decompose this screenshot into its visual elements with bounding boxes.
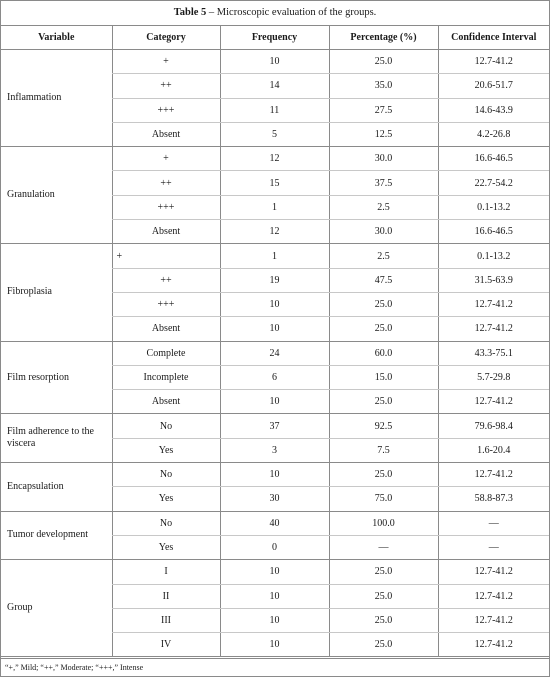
table-caption-label: Table 5 xyxy=(173,7,207,18)
variable-cell: Inflammation xyxy=(1,50,112,147)
category-cell: +++ xyxy=(112,195,220,219)
confidence-interval-cell: 12.7-41.2 xyxy=(438,463,549,487)
percentage-cell: 25.0 xyxy=(329,390,438,414)
confidence-interval-cell: 12.7-41.2 xyxy=(438,584,549,608)
category-cell: + xyxy=(112,147,220,171)
confidence-interval-cell: 12.7-41.2 xyxy=(438,292,549,316)
percentage-cell: — xyxy=(329,535,438,559)
confidence-interval-cell: 79.6-98.4 xyxy=(438,414,549,438)
frequency-cell: 5 xyxy=(220,122,329,146)
header-variable: Variable xyxy=(1,26,112,50)
percentage-cell: 7.5 xyxy=(329,438,438,462)
category-cell: Yes xyxy=(112,487,220,511)
confidence-interval-cell: 5.7-29.8 xyxy=(438,365,549,389)
microscopic-evaluation-table xyxy=(1,26,549,657)
frequency-cell: 12 xyxy=(220,220,329,244)
frequency-cell: 10 xyxy=(220,317,329,341)
confidence-interval-cell: 1.6-20.4 xyxy=(438,438,549,462)
header-confidence-interval: Confidence Interval xyxy=(438,26,549,50)
table-row xyxy=(1,147,549,171)
frequency-cell: 24 xyxy=(220,341,329,365)
percentage-cell: 37.5 xyxy=(329,171,438,195)
variable-cell: Fibroplasia xyxy=(1,244,112,341)
category-cell: Absent xyxy=(112,122,220,146)
header-percentage: Percentage (%) xyxy=(329,26,438,50)
frequency-cell: 1 xyxy=(220,244,329,268)
category-cell: ++ xyxy=(112,171,220,195)
table-row xyxy=(1,414,549,438)
confidence-interval-cell: 31.5-63.9 xyxy=(438,268,549,292)
category-cell: Yes xyxy=(112,535,220,559)
category-cell: No xyxy=(112,414,220,438)
category-cell: Yes xyxy=(112,438,220,462)
variable-cell: Tumor development xyxy=(1,511,112,560)
category-cell: + xyxy=(112,50,220,74)
percentage-cell: 30.0 xyxy=(329,147,438,171)
frequency-cell: 14 xyxy=(220,74,329,98)
percentage-cell: 12.5 xyxy=(329,122,438,146)
variable-cell: Film adherence to the viscera xyxy=(1,414,112,463)
confidence-interval-cell: 12.7-41.2 xyxy=(438,50,549,74)
confidence-interval-cell: 4.2-26.8 xyxy=(438,122,549,146)
frequency-cell: 37 xyxy=(220,414,329,438)
confidence-interval-cell: 12.7-41.2 xyxy=(438,317,549,341)
percentage-cell: 2.5 xyxy=(329,195,438,219)
percentage-cell: 35.0 xyxy=(329,74,438,98)
percentage-cell: 30.0 xyxy=(329,220,438,244)
category-cell: ++ xyxy=(112,268,220,292)
frequency-cell: 10 xyxy=(220,584,329,608)
header-frequency: Frequency xyxy=(220,26,329,50)
category-cell: IV xyxy=(112,633,220,657)
variable-cell: Granulation xyxy=(1,147,112,244)
table-caption xyxy=(1,1,549,26)
header-category: Category xyxy=(112,26,220,50)
variable-cell: Encapsulation xyxy=(1,463,112,512)
confidence-interval-cell: 43.3-75.1 xyxy=(438,341,549,365)
category-cell: No xyxy=(112,511,220,535)
confidence-interval-cell: — xyxy=(438,535,549,559)
percentage-cell: 25.0 xyxy=(329,560,438,584)
confidence-interval-cell: 0.1-13.2 xyxy=(438,244,549,268)
percentage-cell: 25.0 xyxy=(329,50,438,74)
frequency-cell: 12 xyxy=(220,147,329,171)
frequency-cell: 10 xyxy=(220,633,329,657)
frequency-cell: 0 xyxy=(220,535,329,559)
percentage-cell: 2.5 xyxy=(329,244,438,268)
table-body xyxy=(1,50,549,657)
percentage-cell: 92.5 xyxy=(329,414,438,438)
header-row xyxy=(1,26,549,50)
variable-cell: Group xyxy=(1,560,112,657)
frequency-cell: 1 xyxy=(220,195,329,219)
frequency-cell: 6 xyxy=(220,365,329,389)
percentage-cell: 75.0 xyxy=(329,487,438,511)
frequency-cell: 10 xyxy=(220,292,329,316)
table-row xyxy=(1,244,549,268)
confidence-interval-cell: 12.7-41.2 xyxy=(438,633,549,657)
table-row xyxy=(1,463,549,487)
confidence-interval-cell: — xyxy=(438,511,549,535)
confidence-interval-cell: 12.7-41.2 xyxy=(438,560,549,584)
percentage-cell: 27.5 xyxy=(329,98,438,122)
table-row xyxy=(1,341,549,365)
percentage-cell: 100.0 xyxy=(329,511,438,535)
table-caption-text: – Microscopic evaluation of the groups. xyxy=(206,7,377,18)
frequency-cell: 30 xyxy=(220,487,329,511)
frequency-cell: 10 xyxy=(220,50,329,74)
category-cell: I xyxy=(112,560,220,584)
percentage-cell: 25.0 xyxy=(329,317,438,341)
frequency-cell: 3 xyxy=(220,438,329,462)
category-cell: + xyxy=(112,244,220,268)
confidence-interval-cell: 58.8-87.3 xyxy=(438,487,549,511)
frequency-cell: 19 xyxy=(220,268,329,292)
percentage-cell: 25.0 xyxy=(329,463,438,487)
confidence-interval-cell: 16.6-46.5 xyxy=(438,220,549,244)
table-row xyxy=(1,50,549,74)
frequency-cell: 10 xyxy=(220,390,329,414)
percentage-cell: 15.0 xyxy=(329,365,438,389)
confidence-interval-cell: 14.6-43.9 xyxy=(438,98,549,122)
percentage-cell: 60.0 xyxy=(329,341,438,365)
percentage-cell: 25.0 xyxy=(329,608,438,632)
confidence-interval-cell: 12.7-41.2 xyxy=(438,390,549,414)
table-row xyxy=(1,511,549,535)
percentage-cell: 25.0 xyxy=(329,584,438,608)
table-footnote: “+,” Mild; “++,” Moderate; “+++,” Intense xyxy=(1,658,549,676)
frequency-cell: 40 xyxy=(220,511,329,535)
frequency-cell: 10 xyxy=(220,463,329,487)
category-cell: +++ xyxy=(112,292,220,316)
frequency-cell: 11 xyxy=(220,98,329,122)
category-cell: No xyxy=(112,463,220,487)
confidence-interval-cell: 12.7-41.2 xyxy=(438,608,549,632)
percentage-cell: 25.0 xyxy=(329,292,438,316)
frequency-cell: 10 xyxy=(220,560,329,584)
percentage-cell: 25.0 xyxy=(329,633,438,657)
category-cell: ++ xyxy=(112,74,220,98)
frequency-cell: 10 xyxy=(220,608,329,632)
percentage-cell: 47.5 xyxy=(329,268,438,292)
confidence-interval-cell: 20.6-51.7 xyxy=(438,74,549,98)
category-cell: III xyxy=(112,608,220,632)
category-cell: Absent xyxy=(112,390,220,414)
frequency-cell: 15 xyxy=(220,171,329,195)
category-cell: Incomplete xyxy=(112,365,220,389)
category-cell: Complete xyxy=(112,341,220,365)
confidence-interval-cell: 16.6-46.5 xyxy=(438,147,549,171)
table-row xyxy=(1,560,549,584)
confidence-interval-cell: 22.7-54.2 xyxy=(438,171,549,195)
variable-cell: Film resorption xyxy=(1,341,112,414)
category-cell: II xyxy=(112,584,220,608)
category-cell: Absent xyxy=(112,317,220,341)
category-cell: +++ xyxy=(112,98,220,122)
confidence-interval-cell: 0.1-13.2 xyxy=(438,195,549,219)
category-cell: Absent xyxy=(112,220,220,244)
